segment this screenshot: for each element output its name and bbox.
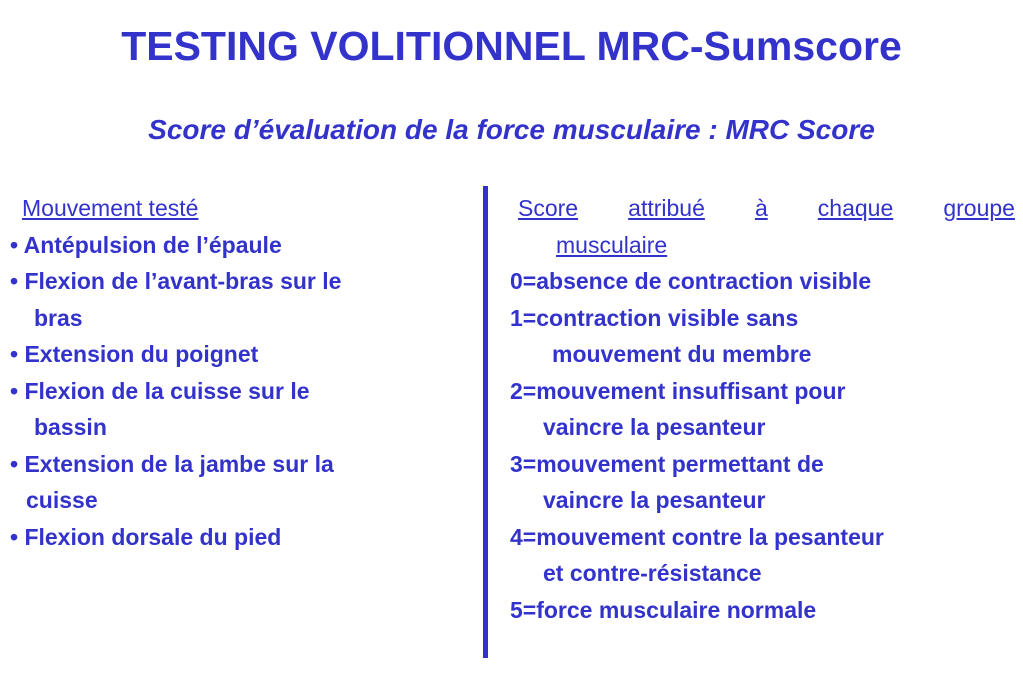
movement-item: • Antépulsion de l’épaule <box>10 231 282 258</box>
score-heading-word: groupe <box>943 195 1015 221</box>
score-heading-word: attribué <box>628 195 705 221</box>
movement-item-continuation: bras <box>34 304 83 331</box>
score-heading-word: Score <box>518 195 579 221</box>
score-line: 0=absence de contraction visible <box>510 268 872 294</box>
movement-item: • Extension du poignet <box>10 341 259 367</box>
movement-item: • Flexion de la cuisse sur le <box>10 377 310 404</box>
movement-item-continuation: bassin <box>34 414 107 440</box>
score-heading <box>510 190 1015 227</box>
slide-subtitle: Score d’évaluation de la force musculaire : MRC Score <box>148 114 875 145</box>
movement-heading: Mouvement testé <box>22 195 199 221</box>
score-line: 2=mouvement insuffisant pour <box>510 377 846 404</box>
movement-column <box>10 190 470 555</box>
score-line-continuation: mouvement du membre <box>552 341 812 367</box>
score-line: 5=force musculaire normale <box>510 596 817 623</box>
score-line-continuation: vaincre la pesanteur <box>543 487 766 513</box>
movement-item: • Extension de la jambe sur la <box>10 450 334 477</box>
score-line: 4=mouvement contre la pesanteur <box>510 523 884 550</box>
score-heading-line2: musculaire <box>556 231 668 258</box>
column-divider <box>483 186 488 658</box>
score-column <box>510 190 1015 628</box>
score-heading-word: chaque <box>817 195 894 221</box>
score-line: 1=contraction visible sans <box>510 304 799 331</box>
score-line: 3=mouvement permettant de <box>510 450 824 477</box>
movement-item: • Flexion dorsale du pied <box>10 523 282 550</box>
score-heading-word: à <box>754 195 768 221</box>
movement-item: • Flexion de l’avant-bras sur le <box>10 268 342 294</box>
slide-title: TESTING VOLITIONNEL MRC-Sumscore <box>121 23 902 69</box>
movement-item-continuation: cuisse <box>26 487 98 513</box>
score-line-continuation: et contre-résistance <box>543 560 762 586</box>
score-line-continuation: vaincre la pesanteur <box>543 414 766 440</box>
